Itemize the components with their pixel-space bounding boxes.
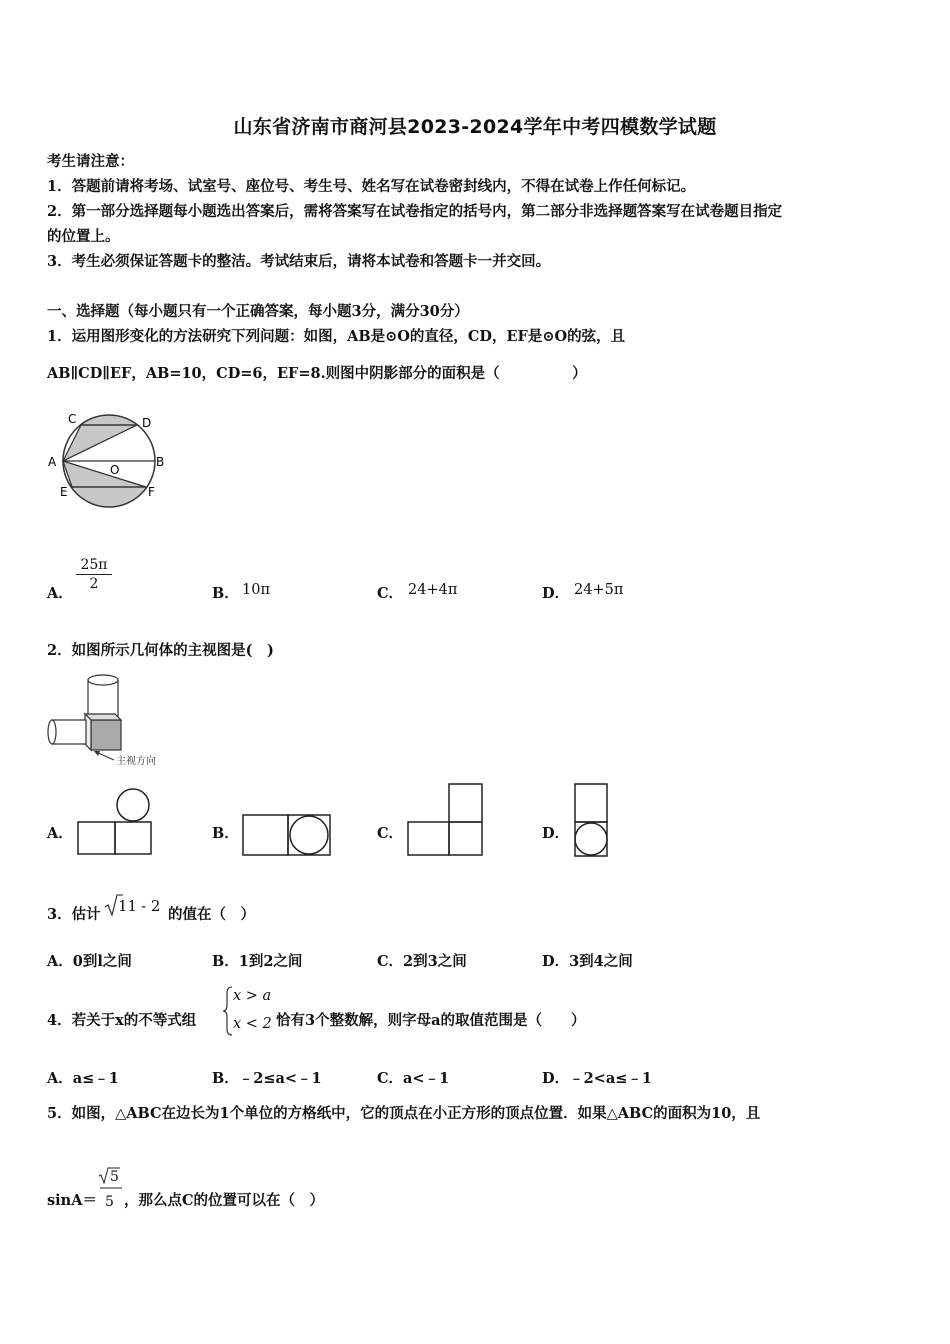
q5-denominator: 5 xyxy=(105,1194,114,1210)
label-e: E xyxy=(60,485,68,499)
q4-option-d: D．﹣2<a≤﹣1 xyxy=(542,1070,652,1087)
q3-option-c: C．2到3之间 xyxy=(377,953,467,970)
q3-option-b: B．1到2之间 xyxy=(212,953,303,970)
q2-option-b-shape xyxy=(241,813,333,859)
q3-option-a: A．0到l之间 xyxy=(47,953,132,970)
q4-option-a: A．a≤﹣1 xyxy=(47,1070,119,1087)
notice-item-1: 1．答题前请将考场、试室号、座位号、考生号、姓名写在试卷密封线内，不得在试卷上作任何标记。 xyxy=(47,178,696,195)
q1-circle-figure xyxy=(44,408,174,513)
q2-option-c-label: C． xyxy=(377,825,404,842)
notice-item-2-cont: 的位置上。 xyxy=(47,228,120,245)
label-c: C xyxy=(68,412,77,426)
q1-option-a-den: 2 xyxy=(89,576,99,592)
q2-option-d-shape xyxy=(572,782,612,860)
q4-suffix: 恰有3个整数解，则字母a的取值范围是（ ） xyxy=(276,1012,586,1029)
label-o: O xyxy=(110,463,120,477)
notice-heading: 考生请注意： xyxy=(47,153,134,170)
q4-option-b: B．﹣2≤a<﹣1 xyxy=(212,1070,322,1087)
notice-item-3: 3．考生必须保证答题卡的整洁。考试结束后，请将本试卷和答题卡一并交回。 xyxy=(47,253,551,270)
q2-caption: 主视方向 xyxy=(116,756,156,767)
label-f: F xyxy=(148,485,155,499)
exam-title: 山东省济南市商河县2023-2024学年中考四模数学试题 xyxy=(233,116,717,138)
q5-numerator-radicand: 5 xyxy=(110,1169,119,1185)
q1-option-b-label: B． xyxy=(212,585,239,602)
q4-condition-2: x < 2 xyxy=(233,1016,272,1032)
q1-option-a-num: 25π xyxy=(76,556,112,575)
label-d: D xyxy=(142,416,152,430)
q4-option-c: C．a<﹣1 xyxy=(377,1070,450,1087)
q5-suffix: ，那么点C的位置可以在（ ） xyxy=(124,1192,325,1209)
q1-option-d-value: 24+5π xyxy=(574,582,624,598)
q2-option-b-label: B． xyxy=(212,825,239,842)
q4-condition-1: x > a xyxy=(233,988,272,1004)
q2-option-d-label: D． xyxy=(542,825,570,842)
q1-option-a-label: A． xyxy=(47,585,73,602)
q1-option-c-value: 24+4π xyxy=(408,582,458,598)
q3-option-d: D．3到4之间 xyxy=(542,953,633,970)
q3-radicand: 11 xyxy=(118,897,138,915)
q5-sin-prefix: sinA＝ xyxy=(47,1192,97,1209)
q1-option-b-value: 10π xyxy=(242,582,270,598)
q1-option-a-fraction xyxy=(76,556,112,593)
q2-stem: 2．如图所示几何体的主视图是( ) xyxy=(47,642,274,659)
q1-option-c-label: C． xyxy=(377,585,404,602)
q2-option-a-shape xyxy=(76,786,154,858)
q4-prefix: 4．若关于x的不等式组 xyxy=(47,1012,197,1029)
q2-solid-figure xyxy=(44,672,169,772)
notice-item-2: 2．第一部分选择题每小题选出答案后，需将答案写在试卷指定的括号内，第二部分非选择题答案写在试卷题目指定 xyxy=(47,203,783,220)
q3-prefix: 3．估计 xyxy=(47,906,101,923)
q1-option-d-label: D． xyxy=(542,585,570,602)
q1-stem-line1: 1．运用图形变化的方法研究下列问题：如图，AB是⊙O的直径，CD，EF是⊙O的弦，且 xyxy=(47,328,626,345)
label-a: A xyxy=(48,455,57,469)
q2-option-c-shape xyxy=(406,782,486,858)
q3-minus-two: - 2 xyxy=(141,897,161,915)
q5-stem-line1: 5．如图，△ABC在边长为1个单位的方格纸中，它的顶点在小正方形的顶点位置．如果△ABC的面积为10，且 xyxy=(47,1105,761,1122)
q2-option-a-label: A． xyxy=(47,825,73,842)
q1-stem-line2: AB∥CD∥EF，AB=10，CD=6，EF=8.则图中阴影部分的面积是（ ） xyxy=(47,365,587,382)
q3-suffix: 的值在（ ） xyxy=(168,906,255,923)
section-heading: 一、选择题（每小题只有一个正确答案，每小题3分，满分30分） xyxy=(47,303,469,320)
label-b: B xyxy=(156,455,165,469)
